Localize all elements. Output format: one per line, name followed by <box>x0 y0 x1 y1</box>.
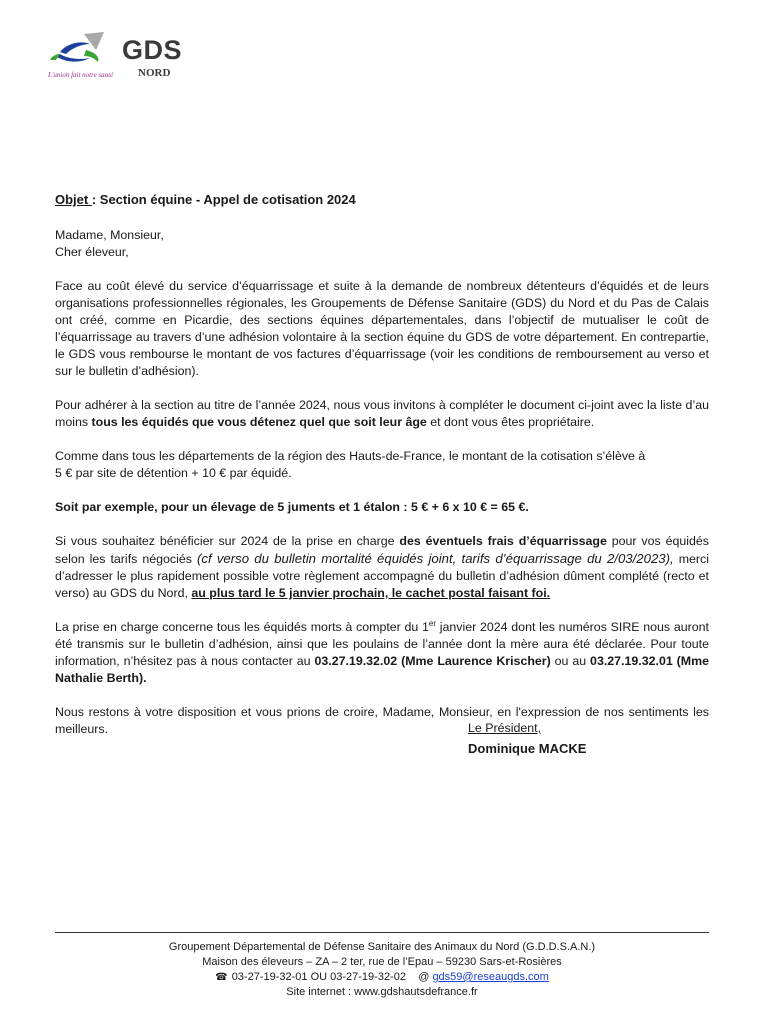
salutation-line-2: Cher éleveur, <box>55 245 129 259</box>
footer-contact <box>55 970 709 985</box>
membership-text-b: et dont vous êtes propriétaire. <box>426 415 595 429</box>
paragraph-coverage <box>55 619 709 687</box>
footer <box>55 940 709 1000</box>
email-prefix: @ <box>418 971 433 983</box>
coverage-text-a: La prise en charge concerne tous les équidés morts à compter du 1 <box>55 620 429 634</box>
paragraph-fee <box>55 448 709 482</box>
footer-website: Site internet : www.gdshautsdefrance.fr <box>286 986 478 998</box>
signature-title: Le Président, <box>468 721 542 735</box>
fee-line-2: 5 € par site de détention + 10 € par équidé. <box>55 466 292 480</box>
footer-phones: 03-27-19-32-01 OU 03-27-19-32-02 <box>231 971 406 983</box>
coverage-superscript: er <box>428 618 437 628</box>
paragraph-membership <box>55 397 709 431</box>
subject-label: Objet <box>55 192 92 207</box>
logo-tagline: L'union fait notre santé <box>48 71 114 79</box>
footer-divider <box>55 932 709 933</box>
gds-swoosh-icon <box>46 26 122 72</box>
membership-text-bold: tous les équidés que vous détenez quel que soit leur âge <box>91 415 427 429</box>
paragraph-example <box>55 499 709 516</box>
costs-text-a: Si vous souhaitez bénéficier sur 2024 de la prise en charge <box>55 534 400 548</box>
example-text: Soit par exemple, pour un élevage de 5 juments et 1 étalon : 5 € + 6 x 10 € = 65 €. <box>55 500 529 514</box>
membership-text-a: Pour adhérer à la section au titre de l’année 2024, nous vous invitons à compléter le document ci-joint avec la liste d’au moins <box>55 398 709 429</box>
paragraph-closing: Nous restons à votre disposition et vous prions de croire, Madame, Monsieur, en l'expression de nos sentiments les meilleurs. <box>55 705 709 736</box>
fee-line-1: Comme dans tous les départements de la région des Hauts-de-France, le montant de la cotisation s’élève à <box>55 449 646 463</box>
logo-gds-text: GDS <box>122 35 183 65</box>
coverage-text-b: janvier 2024 dont les numéros SIRE nous auront été transmis sur le bulletin d’adhésion, ainsi que les poulains de l’année dont la mère aura été déclarée. Pour toute information, n’hésitez pas à nous contacter au <box>55 620 709 668</box>
letter-subject <box>55 191 709 208</box>
paragraph-context: Face au coût élevé du service d’équarrissage et suite à la demande de nombreux détenteurs d’équidés et de leurs organisations professionnelles régionales, les Groupements de Défense Sanitaire (GDS) du Nord et du Pas de Calais ont créé, comme en Picardie, des sections équines départementales, dans l’objectif de mutualiser le coût de l’équarrissage au travers d’une adhésion volontaire à la section équine du GDS de votre département. En contrepartie, le GDS vous rembourse le montant de vos factures d’équarrissage (voir les conditions de remboursement au verso et sur le bulletin d’adhésion). <box>55 279 709 378</box>
subject-text: : Section équine - Appel de cotisation 2024 <box>91 192 356 207</box>
signature-name: Dominique MACKE <box>468 741 587 756</box>
letter-body <box>55 191 709 738</box>
salutation-line-1: Madame, Monsieur, <box>55 228 164 242</box>
signature-block <box>468 720 586 757</box>
costs-text-b: pour vos équidés selon les tarifs négociés <box>55 534 709 566</box>
phone-icon: ☎ <box>215 972 228 983</box>
footer-email-link[interactable]: gds59@reseaugds.com <box>432 971 549 983</box>
contact-phone-2: 03.27.19.32.01 (Mme Nathalie Berth). <box>55 654 709 685</box>
costs-text-c: merci d’adresser le plus rapidement possible votre règlement accompagné du bulletin d’adhésion dûment complété (recto et verso) au GDS du Nord, <box>55 552 709 600</box>
footer-organization: Groupement Départemental de Défense Sanitaire des Animaux du Nord (G.D.D.S.A.N.) <box>168 941 596 953</box>
coverage-text-c: ou au <box>550 654 591 668</box>
gds-logo <box>46 26 196 84</box>
deadline-text: au plus tard le 5 janvier prochain, le cachet postal faisant foi. <box>191 586 551 600</box>
footer-address: Maison des éleveurs – ZA – 2 ter, rue de l’Epau – 59230 Sars-et-Rosières <box>202 956 562 968</box>
paragraph-rendering-costs <box>55 533 709 602</box>
costs-text-italic: (cf verso du bulletin mortalité équidés joint, tarifs d’équarrissage du 2/03/2023), <box>196 551 674 566</box>
logo-region-text: NORD <box>138 67 171 79</box>
costs-text-bold: des éventuels frais d’équarrissage <box>399 534 607 548</box>
contact-phone-1: 03.27.19.32.02 (Mme Laurence Krischer) <box>314 654 551 668</box>
